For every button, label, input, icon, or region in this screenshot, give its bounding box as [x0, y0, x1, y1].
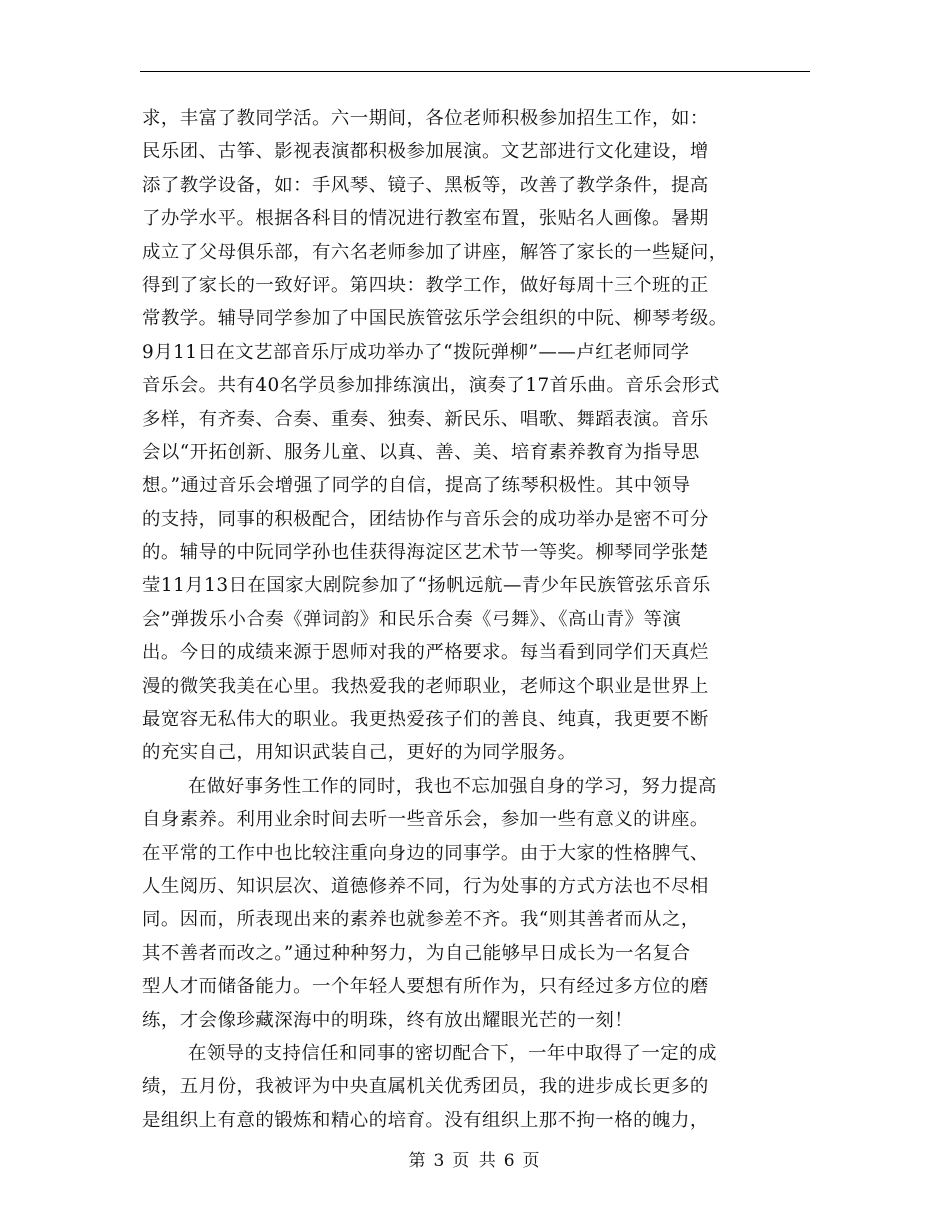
text-line: 添了教学设备，如：手风琴、镜子、黑板等，改善了教学条件，提高 — [142, 174, 709, 196]
text-line: 会”弹拨乐小合奏《弹词韵》和民乐合奏《弓舞》、《高山青》等演 — [142, 608, 682, 630]
text-line: 的充实自己，用知识武装自己，更好的为同学服务。 — [142, 742, 577, 764]
text-line: 同。因而，所表现出来的素养也就参差不齐。我“则其善者而从之， — [142, 909, 700, 931]
text-line: 绩，五月份，我被评为中央直属机关优秀团员，我的进步成长更多的 — [142, 1076, 709, 1098]
text-line: 漫的微笑我美在心里。我热爱我的老师职业，老师这个职业是世界上 — [142, 675, 709, 697]
footer-middle: 页 共 — [452, 1151, 498, 1171]
document-body — [142, 102, 814, 1137]
footer-suffix: 页 — [522, 1151, 542, 1171]
text-line: 的。辅导的中阮同学孙也佳获得海淀区艺术节一等奖。柳琴同学张楚 — [142, 542, 709, 564]
text-line: 在做好事务性工作的同时，我也不忘加强自身的学习，努力提高 — [188, 775, 717, 797]
text-line: 求，丰富了教同学活。六一期间，各位老师积极参加招生工作，如： — [142, 108, 709, 129]
text-line: 多样，有齐奏、合奏、重奏、独奏、新民乐、唱歌、舞蹈表演。音乐 — [142, 408, 709, 430]
text-line: 成立了父母俱乐部，有六名老师参加了讲座，解答了家长的一些疑问， — [142, 241, 728, 263]
text-line: 想。”通过音乐会增强了同学的自信，提高了练琴积极性。其中领导 — [142, 475, 691, 497]
text-line: 音乐会。共有40名学员参加排练演出，演奏了17首乐曲。音乐会形式 — [142, 375, 720, 397]
text-line: 的支持，同事的积极配合，团结协作与音乐会的成功举办是密不可分 — [142, 508, 709, 530]
text-line: 其不善者而改之。”通过种种努力，为自己能够早日成长为一名复合 — [142, 942, 691, 964]
footer-prefix: 第 — [408, 1151, 428, 1171]
text-line: 9月11日在文艺部音乐厅成功举办了“拨阮弹柳”——卢红老师同学 — [142, 341, 690, 363]
page-footer — [0, 1146, 950, 1171]
text-line: 人生阅历、知识层次、道德修养不同，行为处事的方式方法也不尽相 — [142, 875, 709, 897]
text-line: 型人才而储备能力。一个年轻人要想有所作为，只有经过多方位的磨 — [142, 976, 709, 998]
text-line: 得到了家长的一致好评。第四块：教学工作，做好每周十三个班的正 — [142, 274, 709, 296]
footer-total-pages: 6 — [503, 1151, 517, 1171]
footer-current-page: 3 — [433, 1151, 447, 1171]
text-line: 是组织上有意的锻炼和精心的培育。没有组织上那不拘一格的魄力， — [142, 1109, 709, 1131]
text-line: 会以“开拓创新、服务儿童、以真、善、美、培育素养教育为指导思 — [142, 441, 700, 463]
text-line: 了办学水平。根据各科目的情况进行教室布置，张贴名人画像。暑期 — [142, 208, 709, 230]
text-line: 在领导的支持信任和同事的密切配合下，一年中取得了一定的成 — [188, 1042, 717, 1064]
text-line: 最宽容无私伟大的职业。我更热爱孩子们的善良、纯真，我更要不断 — [142, 709, 709, 731]
text-line: 莹11月13日在国家大剧院参加了“扬帆远航—青少年民族管弦乐音乐 — [142, 575, 711, 597]
text-line: 常教学。辅导同学参加了中国民族管弦乐学会组织的中阮、柳琴考级。 — [142, 308, 728, 330]
text-line: 民乐团、古筝、影视表演都积极参加展演。文艺部进行文化建设，增 — [142, 141, 709, 163]
text-line: 出。今日的成绩来源于恩师对我的严格要求。每当看到同学们天真烂 — [142, 642, 709, 664]
text-line: 自身素养。利用业余时间去听一些音乐会，参加一些有意义的讲座。 — [142, 809, 709, 831]
header-rule — [140, 71, 810, 72]
text-line: 练，才会像珍藏深海中的明珠，终有放出耀眼光芒的一刻！ — [142, 1009, 634, 1031]
text-line: 在平常的工作中也比较注重向身边的同事学。由于大家的性格脾气、 — [142, 842, 709, 864]
